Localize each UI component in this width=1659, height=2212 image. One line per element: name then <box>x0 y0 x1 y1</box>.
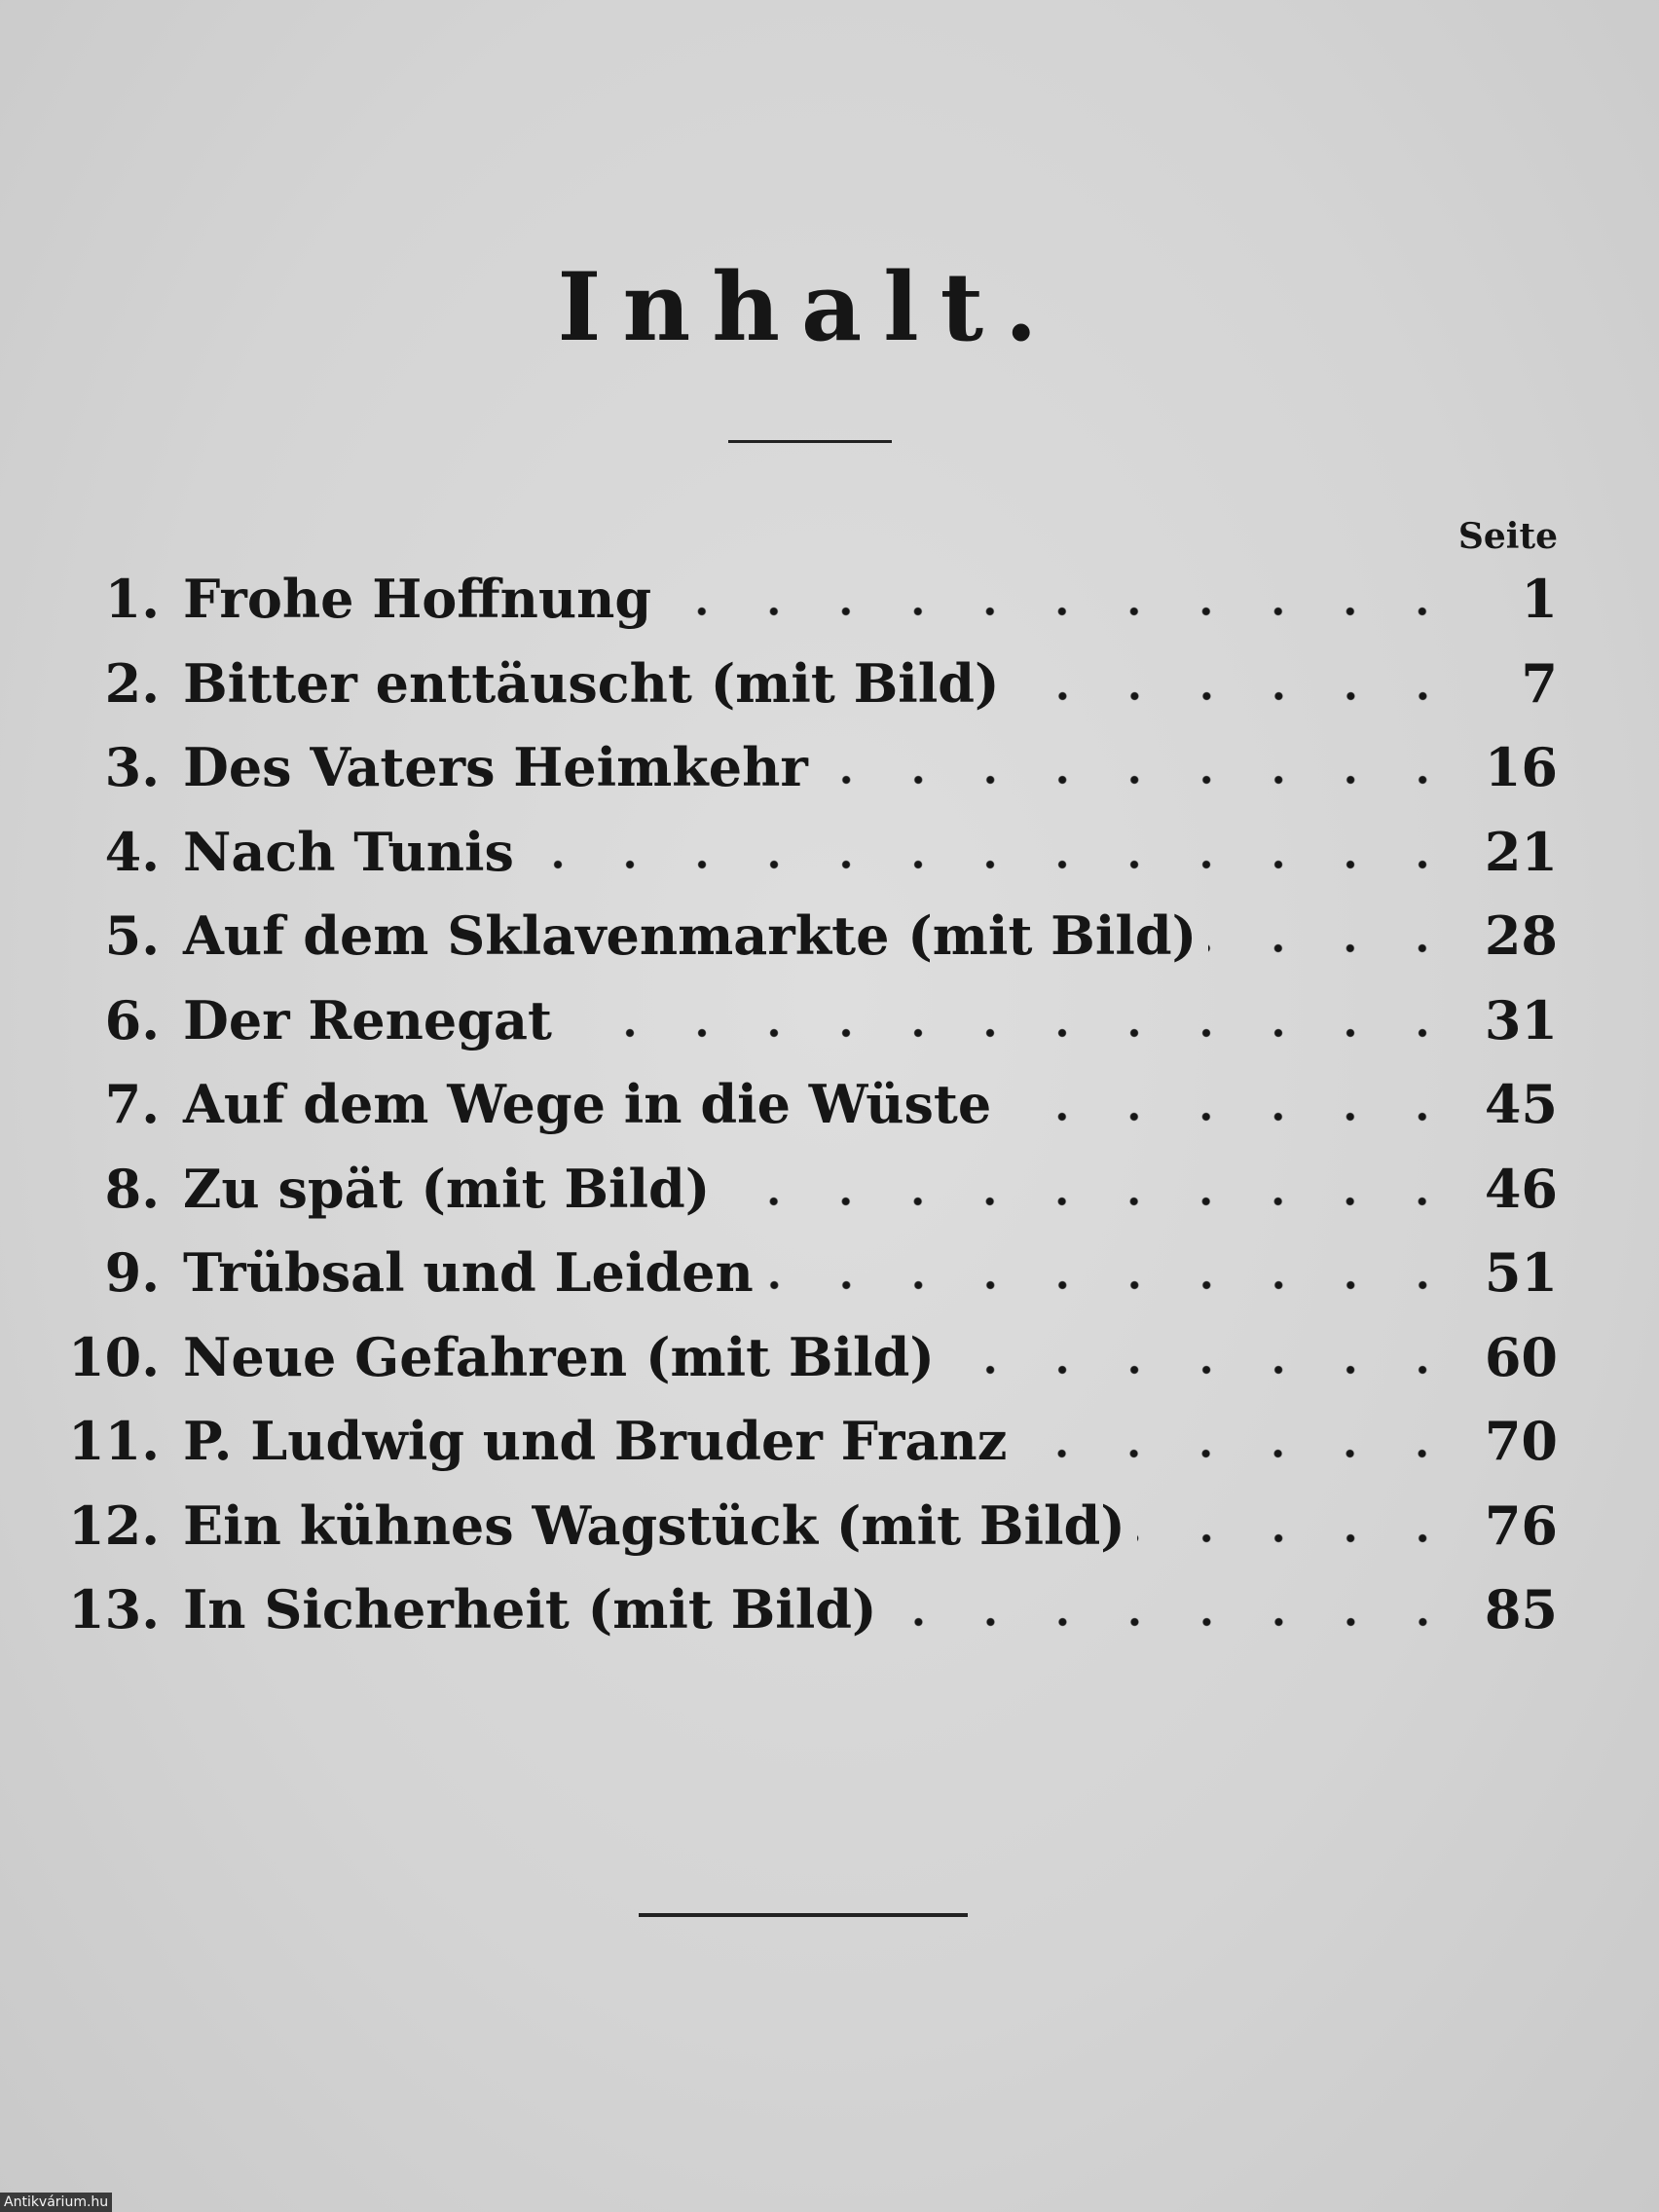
dot-leader <box>820 775 1458 785</box>
toc-entry <box>53 1315 1558 1400</box>
toc-entry-number: 1. <box>104 568 160 631</box>
toc-entry-page: 45 <box>1484 1073 1558 1136</box>
toc-entry-number: 11. <box>68 1410 160 1473</box>
toc-entry-title: Nach Tunis <box>183 820 514 883</box>
toc-entry <box>53 1062 1558 1147</box>
toc-entry-number: 10. <box>68 1325 160 1388</box>
toc-entry-number: 3. <box>104 736 160 799</box>
page-column-header: Seite <box>1457 516 1558 557</box>
bottom-divider <box>639 1913 968 1917</box>
toc-entry-page: 46 <box>1484 1157 1558 1220</box>
toc-entry-number: 8. <box>104 1157 160 1220</box>
toc-entry <box>53 1484 1558 1568</box>
toc-entry <box>53 978 1558 1063</box>
dot-leader <box>889 1617 1458 1627</box>
dot-leader <box>1012 691 1458 701</box>
page-title: Inhalt. <box>557 252 1059 362</box>
toc-entry-title: Ein kühnes Wagstück (mit Bild) <box>183 1493 1125 1557</box>
toc-entry-page: 51 <box>1484 1241 1558 1305</box>
toc-entry <box>53 725 1558 810</box>
toc-entry-title: Trübsal und Leiden <box>183 1241 754 1305</box>
toc-entry-number: 2. <box>104 651 160 715</box>
toc-entry-page: 60 <box>1484 1325 1558 1388</box>
dot-leader <box>564 1028 1458 1038</box>
toc-entry-number: 5. <box>104 904 160 968</box>
toc-entry <box>53 1399 1558 1484</box>
toc-entry-number: 12. <box>68 1493 160 1557</box>
dot-leader <box>946 1365 1458 1375</box>
toc-entry-number: 4. <box>104 820 160 883</box>
toc-entry-number: 7. <box>104 1073 160 1136</box>
toc-entry-number: 6. <box>104 988 160 1051</box>
top-divider <box>728 440 892 443</box>
toc-entry-title: Des Vaters Heimkehr <box>183 736 808 799</box>
toc-entry <box>53 1231 1558 1315</box>
toc-entry-title: Frohe Hoffnung <box>183 568 652 631</box>
dot-leader <box>765 1280 1458 1290</box>
toc-entry-title: Zu spät (mit Bild) <box>183 1157 711 1220</box>
toc-entry-number: 13. <box>68 1578 160 1641</box>
toc-entry-title: Neue Gefahren (mit Bild) <box>183 1325 935 1388</box>
toc-entry-page: 21 <box>1484 820 1558 883</box>
toc-entry-title: Auf dem Wege in die Wüste <box>183 1073 992 1136</box>
dot-leader <box>1208 943 1458 953</box>
toc-entry-page: 85 <box>1484 1578 1558 1641</box>
dot-leader <box>663 607 1458 616</box>
toc-entry-title: Auf dem Sklavenmarkte (mit Bild) <box>183 904 1198 968</box>
toc-entry-page: 7 <box>1521 651 1558 715</box>
toc-entry <box>53 1147 1558 1232</box>
dot-leader <box>526 860 1458 869</box>
toc-entry-page: 31 <box>1484 988 1558 1051</box>
dot-leader <box>1137 1533 1458 1543</box>
toc-entry-page: 16 <box>1484 736 1558 799</box>
dot-leader <box>1003 1112 1458 1122</box>
watermark: Antikvárium.hu <box>0 2193 112 2212</box>
toc-entry <box>53 557 1558 642</box>
toc-entry <box>53 810 1558 895</box>
toc-entry-page: 28 <box>1484 904 1558 968</box>
dot-leader <box>1018 1449 1458 1458</box>
toc-entry-title: Bitter enttäuscht (mit Bild) <box>183 651 1000 715</box>
table-of-contents <box>53 557 1558 1652</box>
toc-entry-number: 9. <box>104 1241 160 1305</box>
toc-entry <box>53 1567 1558 1652</box>
toc-entry-title: In Sicherheit (mit Bild) <box>183 1578 877 1641</box>
toc-entry-page: 1 <box>1521 568 1558 631</box>
dot-leader <box>721 1197 1458 1206</box>
toc-entry-page: 76 <box>1484 1493 1558 1557</box>
toc-entry-title: P. Ludwig und Bruder Franz <box>183 1410 1008 1473</box>
toc-entry <box>53 642 1558 726</box>
toc-entry-page: 70 <box>1484 1410 1558 1473</box>
toc-entry <box>53 894 1558 978</box>
toc-entry-title: Der Renegat <box>183 988 552 1051</box>
